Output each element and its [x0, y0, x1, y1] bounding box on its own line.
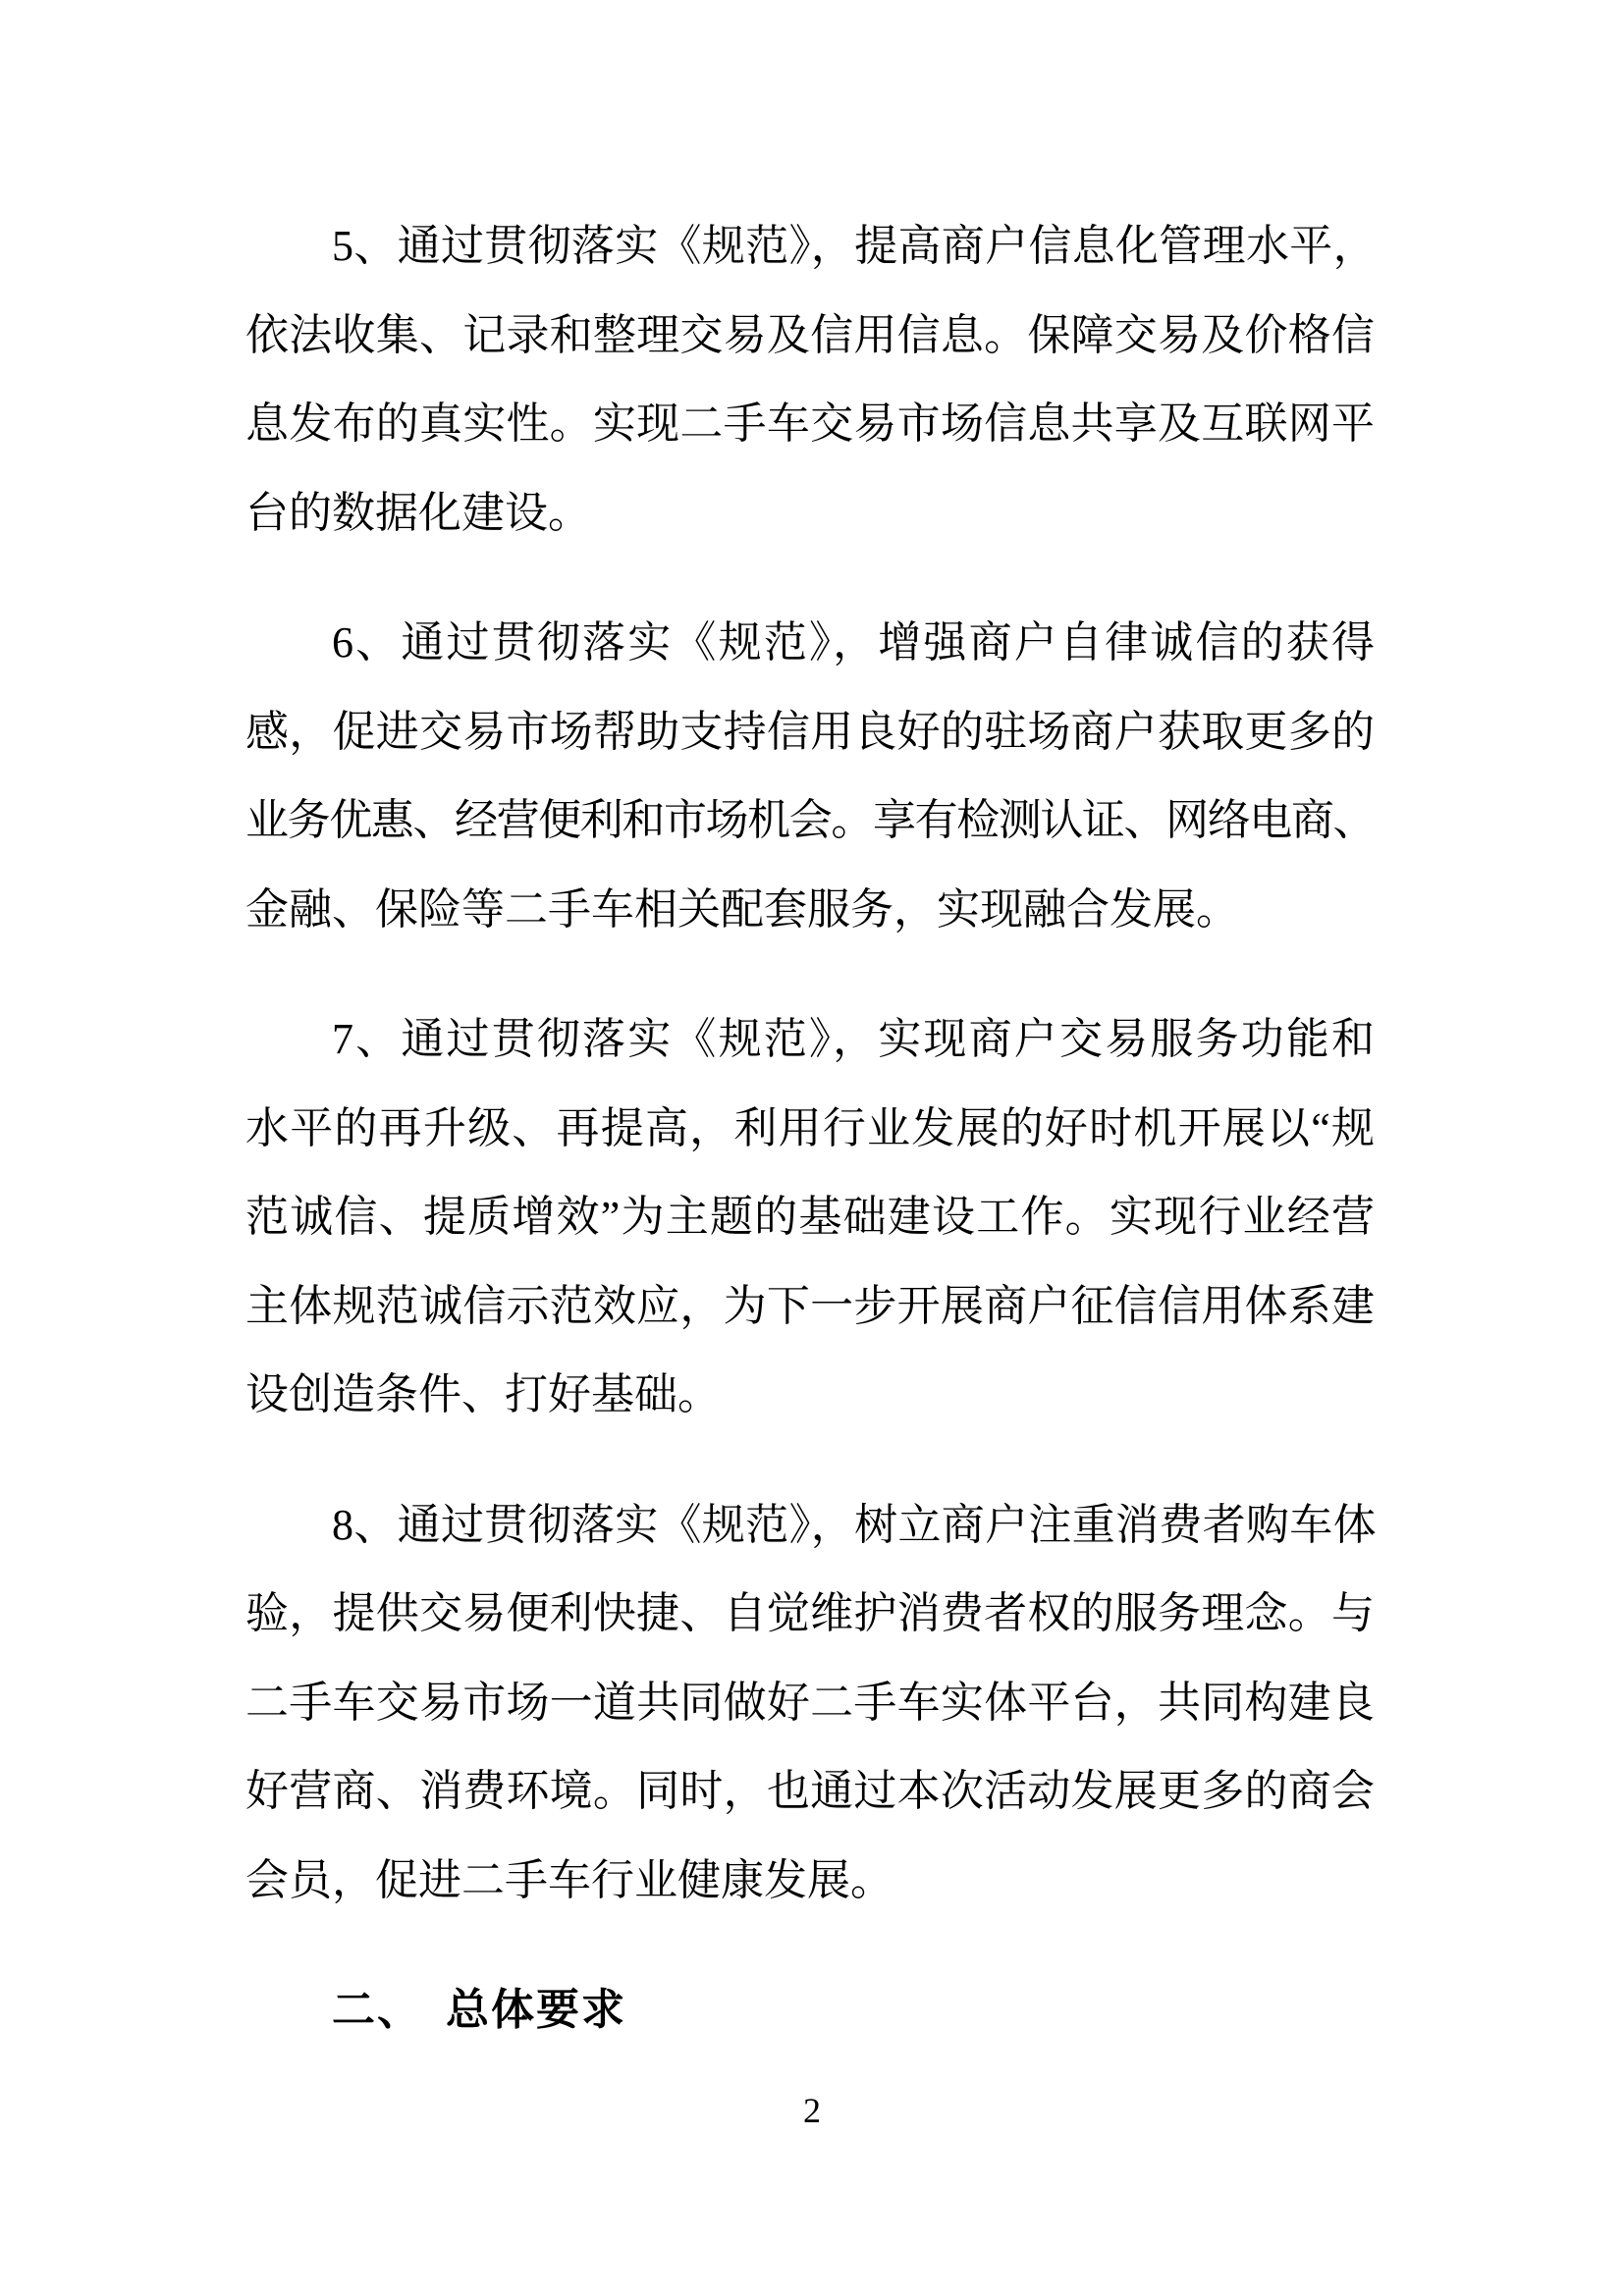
- text-line: 验，提供交易便利快捷、自觉维护消费者权的服务理念。与: [245, 1589, 1375, 1637]
- text-line: 7、通过贯彻落实《规范》，实现商户交易服务功能和: [332, 1015, 1375, 1063]
- paragraph-item-7: [245, 995, 1375, 1440]
- text-line: 台的数据化建设。: [245, 488, 591, 537]
- text-line: 6、通过贯彻落实《规范》，增强商户自律诚信的获得: [332, 618, 1375, 667]
- text-line: 8、通过贯彻落实《规范》，树立商户注重消费者购车体: [332, 1500, 1375, 1549]
- text-line: 5、通过贯彻落实《规范》，提高商户信息化管理水平，: [332, 222, 1375, 270]
- text-line: 水平的再升级、再提高，利用行业发展的好时机开展以“规: [245, 1103, 1375, 1152]
- text-line: 业务优惠、经营便利和市场机会。享有检测认证、网络电商、: [245, 796, 1375, 844]
- text-line: 感，促进交易市场帮助支持信用良好的驻场商户获取更多的: [245, 707, 1375, 756]
- text-line: 息发布的真实性。实现二手车交易市场信息共享及互联网平: [245, 400, 1375, 448]
- page-number: 2: [803, 2091, 821, 2130]
- text-line: 范诚信、提质增效”为主题的基础建设工作。实现行业经营: [245, 1193, 1375, 1241]
- text-line: 会员，促进二手车行业健康发展。: [245, 1855, 893, 1904]
- paragraph-item-5: [245, 202, 1375, 558]
- text-line: 依法收集、记录和整理交易及信用信息。保障交易及价格信: [245, 310, 1375, 359]
- text-line: 金融、保险等二手车相关配套服务，实现融合发展。: [245, 884, 1239, 934]
- paragraph-item-8: [245, 1481, 1375, 1926]
- text-line: 好营商、消费环境。同时，也通过本次活动发展更多的商会: [245, 1767, 1375, 1815]
- document-body: [245, 202, 1375, 2056]
- section-heading: 二、 总体要求: [332, 1986, 626, 2034]
- text-line: 主体规范诚信示范效应，为下一步开展商户征信信用体系建: [245, 1281, 1375, 1330]
- paragraph-item-6: [245, 599, 1375, 954]
- text-line: 设创造条件、打好基础。: [245, 1370, 721, 1418]
- text-line: 二手车交易市场一道共同做好二手车实体平台，共同构建良: [245, 1678, 1375, 1727]
